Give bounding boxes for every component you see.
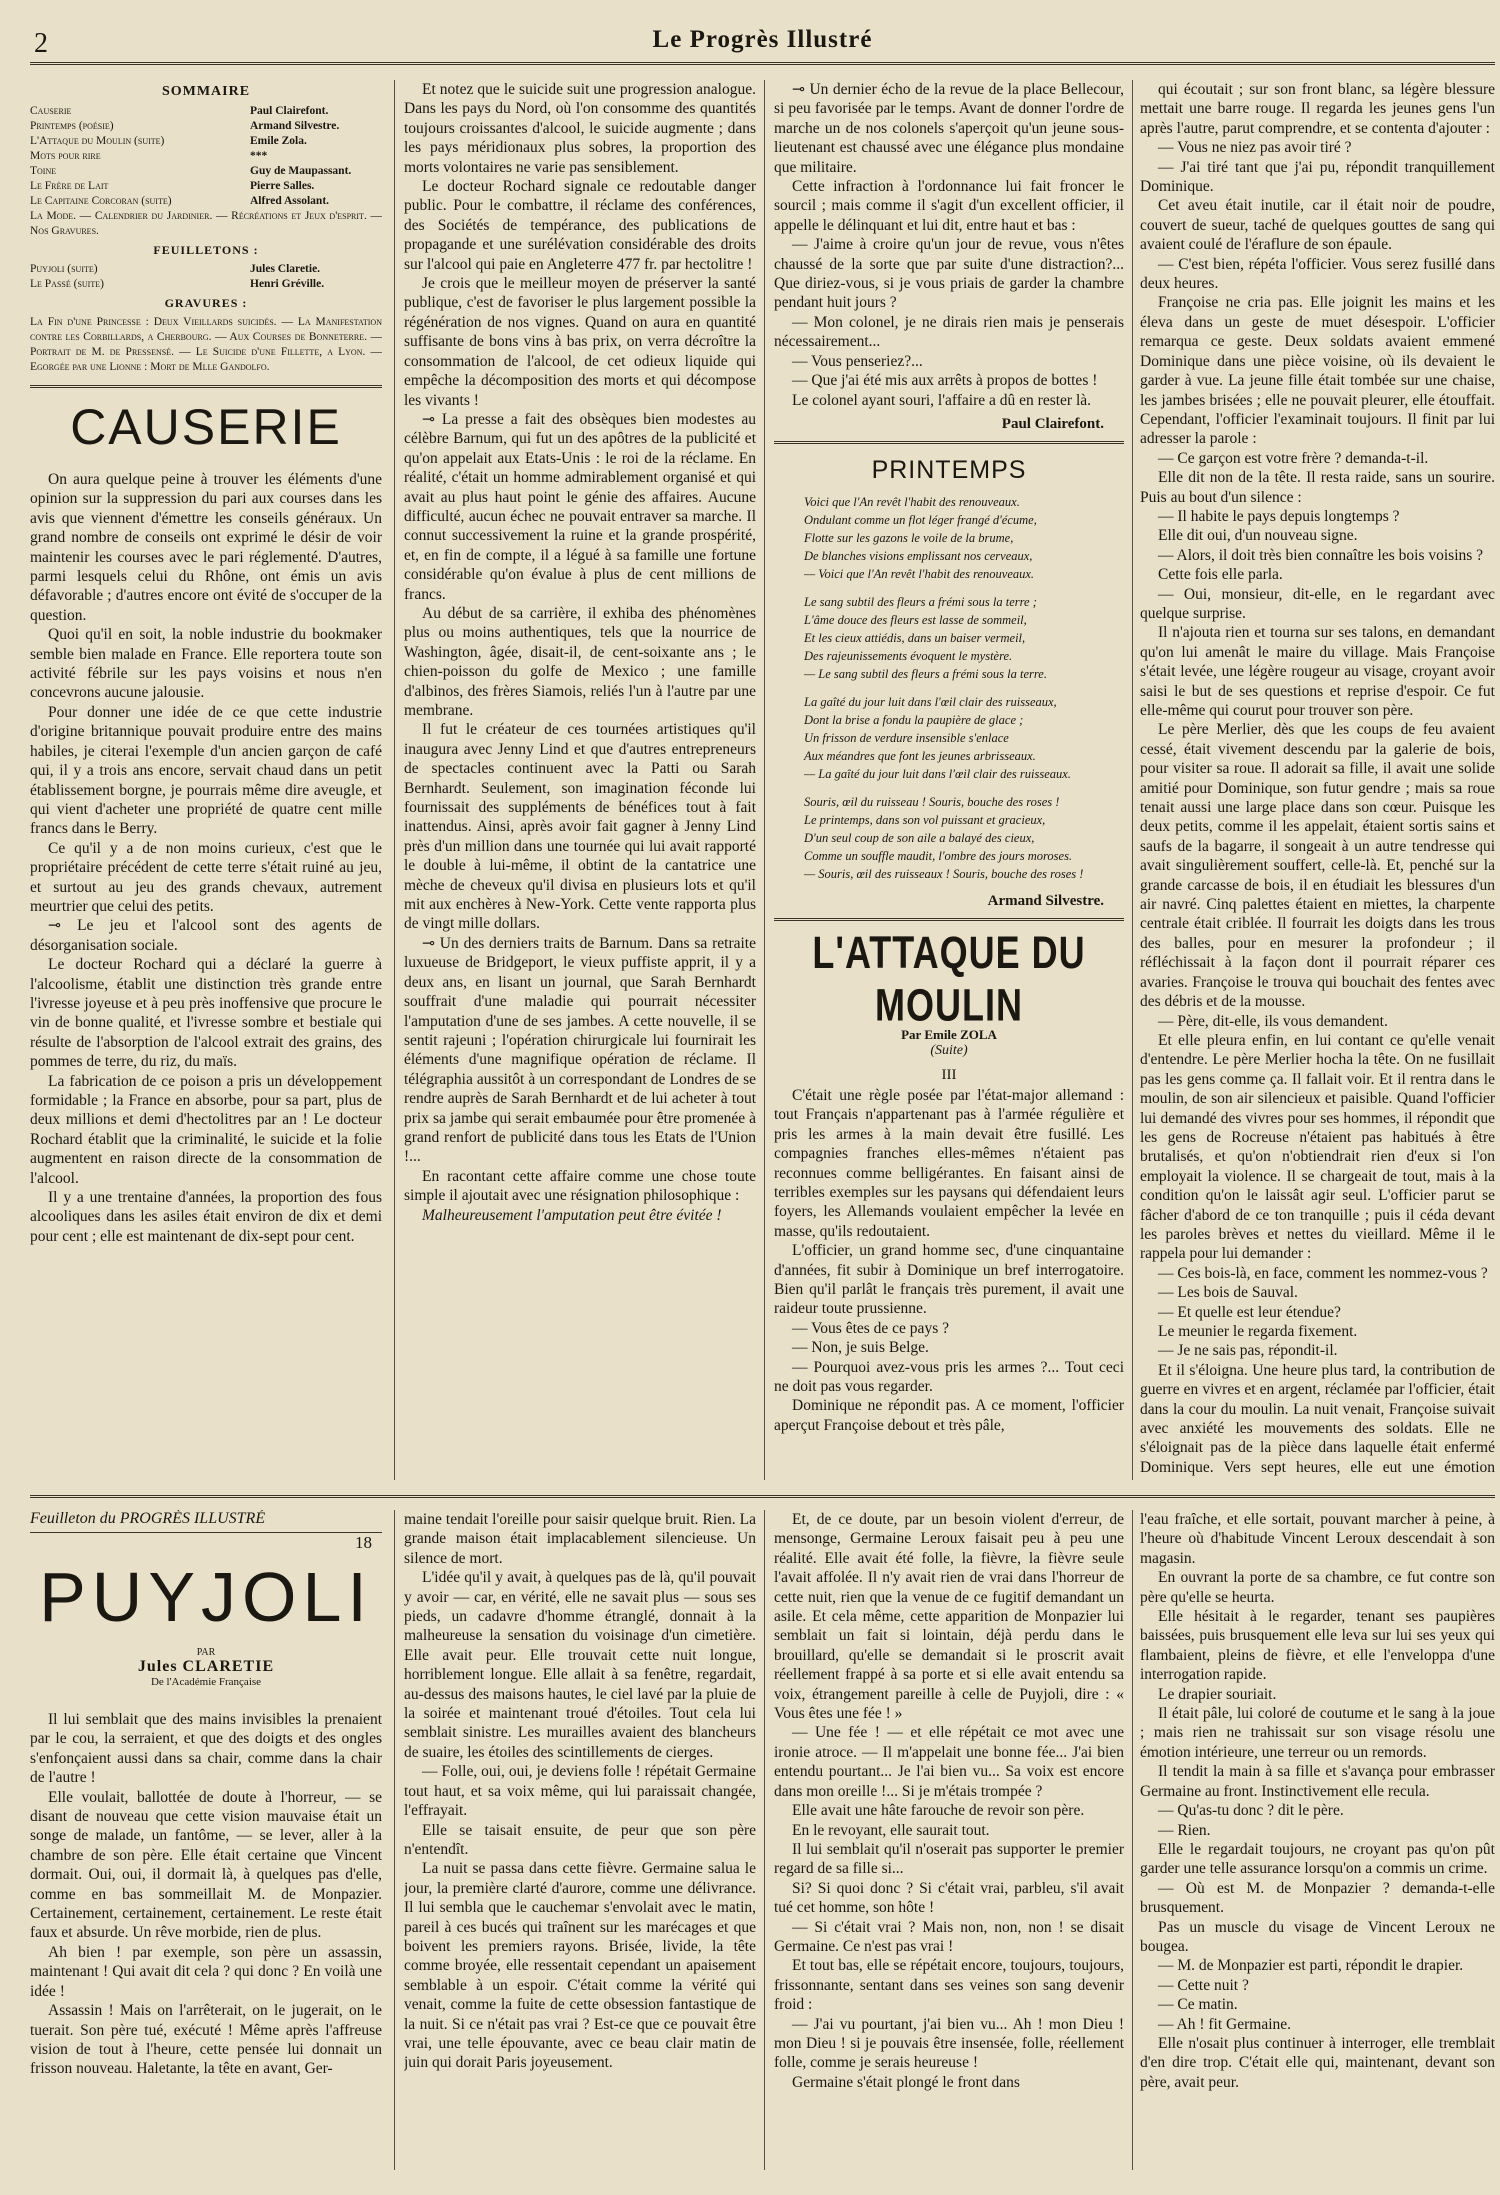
poem-stanza: Souris, œil du ruisseau ! Souris, bouche des roses ! Le printemps, dans son vol puissant et gracieux, D'un seul coup de son aile a balayé des cieux, Comme un souffle maudit, l'ombre des jours moroses. — Souris, œil des ruisseaux ! Souris, bouche des roses ! <box>804 794 1084 881</box>
gravures-title: GRAVURES : <box>164 296 248 310</box>
sommaire-row: L'Attaque du Moulin (suite) Emile Zola. <box>30 135 307 147</box>
puyjoli-text-3: Et, de ce doute, par un besoin violent d'erreur, de mensonge, Germaine Leroux faisait peu à peu une réalité. Elle avait été folle, la fièvre, la fièvre seule l'avait affolée. Il n'y avait rien de vrai dans l'horreur de cette nuit, rien que la venue de ce fugitif demandant un asile. Et cela même, cette apparition de Monpazier lui semblait un fait si lointain, déjà perdu dans le brouillard, qu'elle se demandait si le proscrit avait réellement frappé à sa porte et si elle avait entendu sa voix, étrangement pareille à celle de Puyjoli, dire : « Vous êtes une fée ! » — Une fée ! — et elle répétait ce mot avec une ironie atroce. — Il m'appelait une bonne fée... J'ai bien entendu pourtant... Je l'ai bien vu... Sa voix est encore dans mon oreille !... Si je m'étais trompée ? Elle avait une hâte farouche de revoir son père. En le revoyant, elle saurait tout. Il lui semblait qu'il n'oserait pas supporter le premier regard de sa fille si... Si? Si quoi donc ? Si c'était vrai, parbleu, s'il avait tué cet homme, son hôte ! — Si c'était vrai ? Mais non, non, non ! se disait Germaine. Ce n'est pas vrai ! Et tout bas, elle se répétait encore, toujours, toujours, frissonnante, sentant dans ses veines son sang devenir froid : — J'ai vu pourtant, j'ai bien vu... Ah ! mon Dieu ! mon Dieu ! si je pouvais être insensée, folle, réellement folle, comme je serais heureuse ! Germaine s'était plongé le front dans <box>774 1511 1124 2091</box>
causerie-signature: Paul Clairefont. <box>1001 415 1104 432</box>
puyjoli-column-2 <box>404 1510 756 2170</box>
poem-stanza: La gaîté du jour luit dans l'œil clair des ruisseaux, Dont la brise a fondu la paupière de glace ; Un frisson de verdure insensible s'enlace Aux méandres que font les jeunes arbrisseaux. — La gaîté du jour luit dans l'œil clair des ruisseaux. <box>804 694 1071 781</box>
puyjoli-text-4: l'eau fraîche, et elle sortait, pouvant marcher à peine, à l'heure où d'habitude Vincent Leroux descendait à son magasin. En ouvrant la porte de sa chambre, ce fut contre son père qu'elle se heurta. Elle hésitait à le regarder, tenant ses paupières baissées, puis brusquement elle leva sur lui ses yeux qui flambaient, pleins de fièvre, et elle l'enveloppa d'une interrogation rapide. Le drapier souriait. Il était pâle, lui coloré de coutume et le sang à la joue ; mais rien ne trahissait sur son visage résolu une émotion intérieure, une terreur ou un remords. Il tendit la main à sa fille et s'avança pour embrasser Germaine au front. Instinctivement elle recula. — Qu'as-tu donc ? dit le père. — Rien. Elle le regardait toujours, ne croyant pas qu'on pût garder une telle assurance lorsqu'on a commis un crime. — Où est M. de Monpazier ? demanda-t-elle brusquement. Pas un muscle du visage de Vincent Leroux ne bougea. — M. de Monpazier est parti, répondit le drapier. — Cette nuit ? — Ce matin. — Ah ! fit Germaine. Elle n'osait plus continuer à interroger, elle tremblait d'en dire trop. C'était elle qui, maintenant, devant son père, avait peur. <box>1140 1511 1495 2091</box>
sommaire-row: Le Passé (suite) Henri Gréville. <box>30 278 325 290</box>
printemps-signature: Armand Silvestre. <box>987 892 1104 909</box>
attaque-title: L'ATTAQUE DU MOULIN <box>812 926 1086 1031</box>
puyjoli-column-1 <box>30 1510 382 2170</box>
column-rule <box>764 80 765 1480</box>
puyjoli-column-4 <box>1140 1510 1495 2170</box>
puyjoli-par: PAR <box>196 1647 216 1658</box>
sommaire-row: Puyjoli (suite) Jules Claretie. <box>30 263 321 275</box>
sommaire-row: Printemps (poésie) Armand Silvestre. <box>30 120 340 132</box>
column-3 <box>774 80 1124 1480</box>
puyjoli-text-1: Il lui semblait que des mains invisibles la prenaient par le cou, la serraient, et que des doigts et des ongles s'enfonçaient aussi dans sa chair, comme dans la chair de l'autre ! Elle voulait, ballottée de doute à l'horreur, — se disant de nouveau que cette vision mauvaise était un songe de malade, un fantôme, — se lever, aller à la chambre de son père. Elle était certaine que Vincent dormait. Oui, oui, il dormait là, à quelques pas d'elle, comme en bas sommeillait M. de Monpazier. Certainement, certainement, certainement. Le reste était faux et absurde. Un rêve morbide, rien de plus. Ah bien ! par exemple, son père un assassin, maintenant ! Qui avait dit cela ? qui donc ? En voilà une idée ! Assassin ! Mais on l'arrêterait, on le jugerait, on le tuerait. Son père tué, exécuté ! Même après l'affreuse vision de tout à l'heure, cette pensée lui donnait un frisson nouveau. Haletante, la tête en avant, Ger- <box>30 1711 382 2078</box>
attaque-byline: Par Emile ZOLA <box>901 1026 997 1042</box>
column-rule <box>1132 1510 1133 2170</box>
poem-stanza: Le sang subtil des fleurs a frémi sous la terre ; L'âme douce des fleurs est lasse de sommeil, Et les cieux attiédis, dans un baiser vermeil, Des rajeunissements évoquent le mystère. — Le sang subtil des fleurs a frémi sous la terre. <box>804 594 1047 681</box>
sommaire-row: Le Capitaine Corcoran (suite) Alfred Assolant. <box>30 195 330 207</box>
column-4 <box>1140 80 1495 1480</box>
sommaire-extra: La Mode. — Calendrier du Jardinier. — Récréations et Jeux d'esprit. — Nos Gravures. <box>30 210 382 237</box>
puyjoli-title: PUYJOLI <box>39 1558 373 1636</box>
page-header <box>30 20 1495 60</box>
gravures-list: La Fin d'une Princesse : Deux Vieillards suicidés. — La Manifestation contre les Corbillards, a Cherbourg. — Aux Courses de Bonneterre. — Portrait de M. de Pressensé. — Le Suicide d'une Fillette, a Lyon. — Egorgée par une Lionne : Mort de Mlle Gandolfo. <box>30 316 382 373</box>
puyjoli-column-3 <box>774 1510 1124 2170</box>
sommaire-row: Toine Guy de Maupassant. <box>30 165 352 177</box>
printemps-title: PRINTEMPS <box>871 455 1027 484</box>
causerie-text-3: ⊸ Un dernier écho de la revue de la place Bellecour, si peu favorisée par le temps. Avant de donner l'ordre de marche un de nos colonels s'aperçoit qu'un jeune sous-lieutenant est chaussé avec une élégance plus mondaine que militaire. Cette infraction à l'ordonnance lui fait froncer le sourcil ; mais comme il s'agit d'un excellent officier, il appelle le délinquant et lui dit, entre haut et bas : — J'aime à croire qu'un jour de revue, vous n'êtes chaussé de la sorte que par suite d'une distraction?... Que diriez-vous, si je vous priais de garder la chambre pendant huit jours ? — Mon colonel, je ne dirais rien mais je penserais nécessairement... — Vous penseriez?... — Que j'ai été mis aux arrêts à propos de bottes ! Le colonel ayant souri, l'affaire a dû en rester là. <box>774 81 1124 409</box>
puyjoli-author: Jules CLARETIE <box>137 1658 275 1675</box>
newspaper-page <box>30 20 1495 2185</box>
printemps-poem <box>804 493 1124 883</box>
attaque-text-1: C'était une règle posée par l'état-major allemand : tout Français n'appartenant pas à l'armée régulière et pris les armes à la main devait être fusillé. Les compagnies franches elles-mêmes n'étaient pas reconnues comme belligérantes. En faisant ainsi de terribles exemples sur les paysans qui défendaient leurs foyers, les Allemands voulaient empêcher la levée en masse, qu'ils redoutaient. L'officier, un grand homme sec, d'une cinquantaine d'années, fit subir à Dominique un bref interrogatoire. Bien qu'il parlât le français très purement, il avait une raideur toute prussienne. — Vous êtes de ce pays ? — Non, je suis Belge. — Pourquoi avez-vous pris les armes ?... Tout ceci ne doit pas vous regarder. Dominique ne répondit pas. A ce moment, l'officier aperçut Françoise debout et très pâle, <box>774 1086 1124 1434</box>
feuilleton-number: 18 <box>355 1533 372 1552</box>
column-rule <box>764 1510 765 2170</box>
header-rule <box>30 62 1495 65</box>
sommaire-title: SOMMAIRE <box>161 84 251 99</box>
poem-stanza: Voici que l'An revêt l'habit des renouveaux. Ondulant comme un flot léger frangé d'écume, Flotte sur les gazons le voile de la brume, De blanches visions emplissant nos cerveaux, — Voici que l'An revêt l'habit des renouveaux. <box>804 494 1037 581</box>
puyjoli-text-2: maine tendait l'oreille pour saisir quelque bruit. Rien. La grande maison était implacablement silencieuse. Un silence de mort. L'idée qu'il y avait, à quelques pas de là, qu'il pouvait y avoir — car, en vérité, elle ne savait plus — sous ses pieds, un cadavre d'homme étranglé, donnait à la malheureuse la sensation du voisinage d'un cimetière. Elle avait peur. Elle trouvait cette nuit longue, horriblement longue. Elle allait à sa fenêtre, regardait, au-dessus des maisons hautes, le ciel lavé par la pluie de la soirée et maintenant troué d'étoiles. Tout cela lui semblait sinistre. Les murailles avaient des blancheurs de suaire, les étoiles des scintillements de cierges. — Folle, oui, oui, je deviens folle ! répétait Germaine tout haut, et sa voix même, qui lui paraissait changée, l'effrayait. Elle se taisait ensuite, de peur que son père n'entendît. La nuit se passa dans cette fièvre. Germaine salua le jour, la première clarté d'aurore, comme une délivrance. Il lui sembla que le cauchemar s'envolait avec le matin, pareil à ces bucés qui traînent sur les marécages et que boivent les premiers rayons. Brisée, livide, la tête comme broyée, elle ressentait cependant un apaisement semblable à un espoir. C'était comme la vérité qui venait, comme la fuite de cette obsession fantastique de la nuit. Si ce n'était pas vrai ? Est-ce que ce pouvait être vrai, une telle épouvante, avec ce beau clair matin de juin qui dorait Paris joyeusement. <box>404 1511 756 2072</box>
sommaire-row: Mots pour rire *** <box>30 150 268 162</box>
column-rule <box>394 80 395 1480</box>
attaque-text-2: qui écoutait ; sur son front blanc, sa légère blessure mettait une barre rouge. Il regarda les jeunes gens l'un après l'autre, parut comprendre, et se contenta d'ajouter : — Vous ne niez pas avoir tiré ? — J'ai tiré tant que j'ai pu, répondit tranquillement Dominique. Cet aveu était inutile, car il était noir de poudre, couvert de sueur, taché de quelques gouttes de sang qui avaient coulé de l'éraflure de son épaule. — C'est bien, répéta l'officier. Vous serez fusillé dans deux heures. Françoise ne cria pas. Elle joignit les mains et les éleva dans un geste de muet désespoir. L'officier remarqua ce geste. Deux soldats avaient emmené Dominique dans une pièce voisine, où ils devaient le garder à vue. La jeune fille était tombée sur une chaise, les jambes brisées ; elle ne pouvait pleurer, elle étouffait. Cependant, l'officier l'examinait toujours. Il finit par lui adresser la parole : — Ce garçon est votre frère ? demanda-t-il. Elle dit non de la tête. Il resta raide, sans un sourire. Puis au bout d'un silence : — Il habite le pays depuis longtemps ? Elle dit oui, d'un nouveau signe. — Alors, il doit très bien connaître les bois voisins ? Cette fois elle parla. — Oui, monsieur, dit-elle, en le regardant avec quelque surprise. Il n'ajouta rien et tourna sur ses talons, en demandant qu'on lui amenât le maire du village. Mais Françoise s'était levée, une légère rougeur au visage, croyant avoir saisi le but de ses questions et reprise d'espoir. Ce fut elle-même qui courut pour trouver son père. Le père Merlier, dès que les coups de feu avaient cessé, était vivement descendu par la galerie de bois, pour visiter sa roue. Il adorait sa fille, il avait une solide amitié pour Dominique, son futur gendre ; mais sa roue tenait aussi une large place dans son cœur. Puisque les deux petits, comme il les appelait, étaient sortis sains et saufs de la bagarre, il songeait à un autre tendresse qui avait singulièrement souffert, celle-là. Et, penché sur la grande carcasse de bois, il en étudiait les blessures d'un air navré. Cinq palettes étaient en miettes, la charpente centrale était criblée. Il fourrait les doigts dans les trous des balles, pour en mesurer la profondeur ; il réfléchissait à la façon dont il pourrait réparer ces avaries. Françoise le trouva qui bouchait des fentes avec des débris et de la mousse. — Père, dit-elle, ils vous demandent. Et elle pleura enfin, en lui contant ce qu'elle venait d'entendre. Le père Merlier hocha la tête. On ne fusillait pas les gens comme ça. Il fallait voir. Et il rentra dans le moulin, de son air silencieux et paisible. Quand l'officier lui demandé des vivres pour ses hommes, il répondit que les gens de Rocreuse n'étaient pas habitués à être brutalisés, et qu'on n'obtiendrait rien d'eux si l'on employait la violence. Il se chargeait de tout, mais à la condition qu'on le laissât agir seul. L'officier parut se fâcher d'abord de ce ton tranquille ; puis il céda devant les paroles brèves et nettes du vieillard. Même il le rappela pour lui demander : — Ces bois-là, en face, comment les nommez-vous ? — Les bois de Sauval. — Et quelle est leur étendue? Le meunier le regarda fixement. — Je ne sais pas, répondit-il. Et il s'éloigna. Une heure plus tard, la contribution de guerre en vivres et en argent, réclamée par l'officier, était dans la cour du moulin. La nuit venait, Françoise suivait avec anxiété les mouvements des soldats. Elle ne s'éloignait pas de la pièce dans laquelle était enfermé Dominique. Vers sept heures, elle eut une émotion <box>1140 81 1495 1476</box>
column-rule <box>1132 80 1133 1480</box>
sommaire-row: Le Frère de Lait Pierre Salles. <box>30 180 315 192</box>
column-2 <box>404 80 756 1480</box>
causerie-text-2: Et notez que le suicide suit une progression analogue. Dans les pays du Nord, où l'on consomme des quantités toujours croissantes d'alcool, le suicide augmente ; dans les pays méridionaux plus sobres, la proportion des morts volontaires ne varie pas sensiblement. Le docteur Rochard signale ce redoutable danger public. Pour le combattre, il réclame des conférences, des Sociétés de tempérance, des publications de propagande et une surélévation considérable des droits sur l'alcool qui paie en Angleterre 477 fr. par hectolitre ! Je crois que le meilleur moyen de préserver la santé publique, c'est de favoriser le plus largement possible la régénération de nos vignes. Quand on aura en quantité suffisante de bons vins à bas prix, on verra décroître la consommation de l'alcool, de cet odieux liquide qui empêche la décomposition des morts et qui décompose les vivants ! ⊸ La presse a fait des obsèques bien modestes au célèbre Barnum, qui fut un des apôtres de la publicité et qu'on appelait aux Etats-Unis : le roi de la réclame. En réalité, c'était un homme admirablement organisé et qui avait au plus haut point le génie des affaires. Aucune difficulté, aucun échec ne pouvait entraver sa marche. Il connut successivement la ruine et la grande prospérité, et, en fin de compte, il a légué à sa famille une fortune considérable qu'on évalue à plus de cent millions de francs. Au début de sa carrière, il exhiba des phénomènes plus ou moins authentiques, tels que la nourrice de Washington, âgée, disait-il, de cent-soixante ans ; le chien-poisson du golfe de Mexico ; une famille d'albinos, des frères Siamois, reliés l'un à l'autre par une membrane. Il fut le créateur de ces tournées artistiques qu'il inaugura avec Jenny Lind et que d'autres entrepreneurs de spectacles continuent avec la Patti ou Sarah Bernhardt. Seulement, son imagination féconde lui fournissait des suppléments de bénéfices tout à fait inattendus. Ainsi, après avoir fait gagner à Jenny Lind près d'un million dans une tournée qui lui avait rapporté le double à lui-même, il obtint de la cantatrice une mèche de cheveux qu'il divisa en plusieurs lots et qu'il mit aux enchères à New-York. Cette vente rapporta plus de vingt mille dollars. ⊸ Un des derniers traits de Barnum. Dans sa retraite luxueuse de Bridgeport, le vieux puffiste apprit, il y a deux ans, en lisant un journal, que Sarah Bernhardt souffrait d'une maladie qui pourrait nécessiter l'amputation d'une de ses jambes. A cette nouvelle, il se sentit rajeuni ; l'opération chirurgicale lui fournirait les éléments d'une magnifique opération de réclame. Il télégraphia aussitôt à un correspondant de Londres de se rendre auprès de Sarah Bernhardt et de lui acheter à tout prix sa jambe qui serait embaumée pour être promenée à grand renfort de publicité dans tous les Etats de l'Union !... En racontant cette affaire comme une chose toute simple il ajoutait avec une résignation philosophique : Malheureusement l'amputation peut être évitée ! <box>404 81 756 1224</box>
feuilletons-title: FEUILLETONS : <box>153 243 259 257</box>
section-rule <box>30 385 382 388</box>
column-1 <box>30 80 382 1480</box>
puyjoli-academy: De l'Académie Française <box>150 1676 262 1688</box>
feuilleton-header: Feuilleton du PROGRÈS ILLUSTRÉ <box>30 1510 266 1527</box>
causerie-title: CAUSERIE <box>70 399 342 455</box>
section-rule <box>774 918 1124 921</box>
section-rule <box>774 441 1124 444</box>
attaque-suite: (Suite) <box>930 1042 968 1058</box>
page-number: 2 <box>34 28 48 59</box>
column-rule <box>394 1510 395 2170</box>
newspaper-title: Le Progrès Illustré <box>652 26 873 53</box>
attaque-chapter: III <box>941 1066 957 1083</box>
causerie-text-1: On aura quelque peine à trouver les éléments d'une opinion sur la suppression du pari aux courses dans les avis que viennent d'émettre les conseils généraux. Un grand nombre de conseils ont exprimé le désir de voir maintenir les courses avec le pari réglementé. D'autres, parmi lesquels celui du Rhône, ont émis un avis défavorable ; d'autres encore ont évité de s'occuper de la question. Quoi qu'il en soit, la noble industrie du bookmaker semble bien malade en France. Elle reportera toute son activité fébrile sur les pays voisins et nous n'en concevrons aucune jalousie. Pour donner une idée de ce que cette industrie d'origine britannique pouvait produire entre des mains habiles, je citerai l'exemple d'un ancien garçon de café qui, il y a trois ans encore, servait chaud dans un petit établissement borgne, je pourrais même dire aveugle, et qui vient d'acheter une propriété de quatre cent mille francs dans le Berry. Ce qu'il y a de non moins curieux, c'est que le propriétaire précédent de cette terre s'était ruiné au jeu, et surtout au jeu des grands chevaux, autrement meurtrier que celui des petits. ⊸ Le jeu et l'alcool sont des agents de désorganisation sociale. Le docteur Rochard qui a déclaré la guerre à l'alcoolisme, établit une distinction très grande entre l'ivresse joyeuse et à peu près inoffensive que procure le vin de bonne qualité, et l'ivresse sombre et bestiale qui résulte de l'absorption de l'alcool extrait des grains, des pommes de terre, du riz, du maïs. La fabrication de ce poison a pris un développement formidable ; la France en absorbe, pour sa part, plus de deux millions et demi d'hectolitres par an ! Le docteur Rochard établit que la criminalité, le suicide et la folie augmentent en raison directe de la consommation de l'alcool. Il y a une trentaine d'années, la proportion des fous alcooliques dans les asiles était environ de dix et demi pour cent ; elle est maintenant de dix-sept pour cent. <box>30 471 382 1245</box>
sommaire-row: Causerie Paul Clairefont. <box>30 105 329 117</box>
sommaire <box>30 84 382 375</box>
feuilleton-rule <box>30 1495 1495 1498</box>
